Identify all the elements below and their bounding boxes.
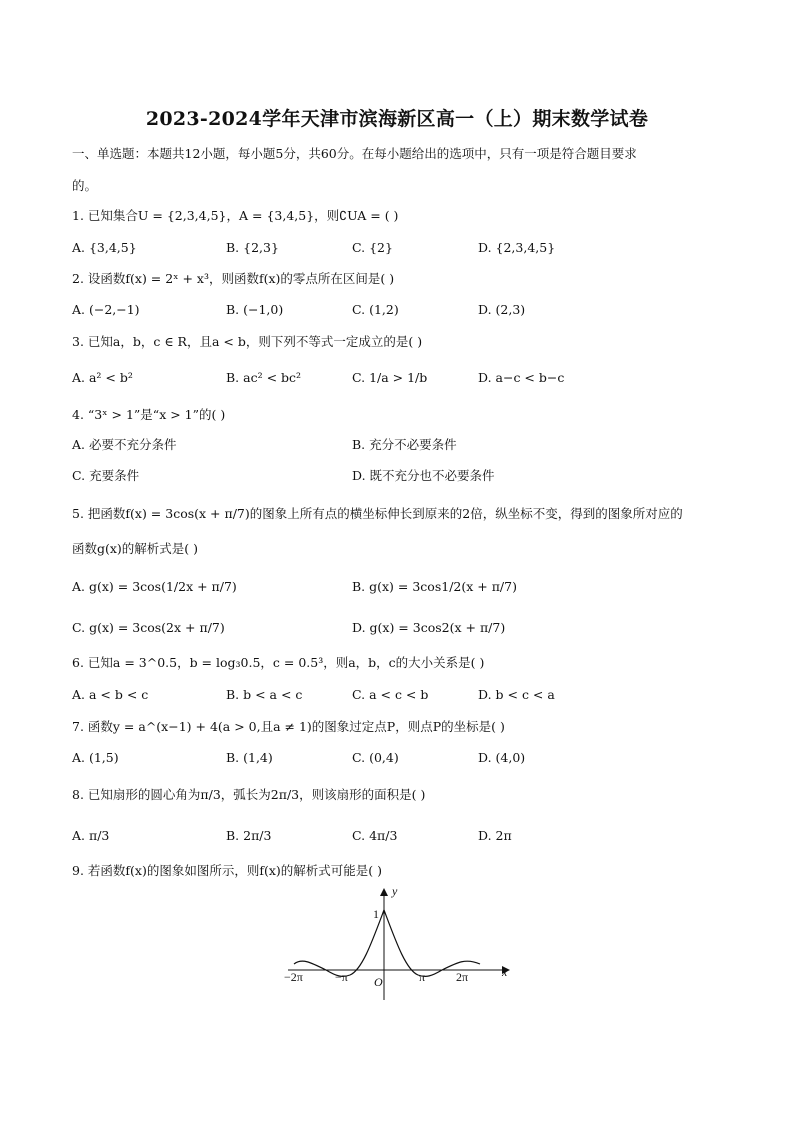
x-tick-neg-2pi: −2π: [284, 970, 303, 984]
question-1-stem: 1. 已知集合U = {2,3,4,5}，A = {3,4,5}，则∁UA = ( ): [72, 208, 399, 223]
x-axis-label: x: [502, 965, 508, 979]
q4-option-b: B. 充分不必要条件: [352, 437, 457, 452]
q5-option-d: D. g(x) = 3cos2(x + π/7): [352, 620, 506, 635]
question-5-stem-line1: 5. 把函数f(x) = 3cos(x + π/7)的图象上所有点的横坐标伸长到原来的2倍，纵坐标不变，得到的图象所对应的: [72, 506, 683, 521]
question-9-stem: 9. 若函数f(x)的图象如图所示，则f(x)的解析式可能是( ): [72, 863, 382, 878]
q5-option-b: B. g(x) = 3cos1/2(x + π/7): [352, 579, 517, 594]
q5-option-a: A. g(x) = 3cos(1/2x + π/7): [72, 579, 237, 594]
y-tick-1: 1: [373, 907, 379, 921]
q1-option-c: C. {2}: [352, 240, 393, 255]
function-graph-figure: [280, 882, 520, 1007]
q7-option-c: C. (0,4): [352, 750, 399, 765]
q3-option-a: A. a² < b²: [72, 370, 133, 385]
q4-option-c: C. 充要条件: [72, 468, 140, 483]
q8-option-c: C. 4π/3: [352, 828, 398, 843]
q1-option-d: D. {2,3,4,5}: [478, 240, 556, 255]
q7-option-b: B. (1,4): [226, 750, 273, 765]
q3-option-d: D. a−c < b−c: [478, 370, 565, 385]
q6-option-b: B. b < a < c: [226, 687, 303, 702]
section-heading-line2: 的。: [72, 178, 98, 193]
q4-option-a: A. 必要不充分条件: [72, 437, 177, 452]
q1-option-a: A. {3,4,5}: [72, 240, 137, 255]
q3-option-b: B. ac² < bc²: [226, 370, 302, 385]
q8-option-a: A. π/3: [72, 828, 110, 843]
x-tick-pi: π: [419, 970, 426, 984]
function-curve: [294, 910, 480, 976]
q6-option-d: D. b < c < a: [478, 687, 555, 702]
x-tick-2pi: 2π: [456, 970, 469, 984]
question-7-stem: 7. 函数y = a^(x−1) + 4(a > 0,且a ≠ 1)的图象过定点P，则点P的坐标是( ): [72, 719, 505, 734]
q2-option-a: A. (−2,−1): [72, 302, 140, 317]
x-tick-neg-pi: −π: [335, 970, 348, 984]
question-5-stem-line2: 函数g(x)的解析式是( ): [72, 541, 199, 556]
q2-option-b: B. (−1,0): [226, 302, 284, 317]
section-heading-line1: 一、单选题：本题共12小题，每小题5分，共60分。在每小题给出的选项中，只有一项是符合题目要求: [72, 146, 637, 161]
question-8-stem: 8. 已知扇形的圆心角为π/3，弧长为2π/3，则该扇形的面积是( ): [72, 787, 426, 802]
q1-option-b: B. {2,3}: [226, 240, 279, 255]
q4-option-d: D. 既不充分也不必要条件: [352, 468, 495, 483]
q7-option-a: A. (1,5): [72, 750, 119, 765]
q3-option-c: C. 1/a > 1/b: [352, 370, 428, 385]
page-title: 2023-2024学年天津市滨海新区高一（上）期末数学试卷: [145, 108, 649, 130]
question-2-stem: 2. 设函数f(x) = 2ˣ + x³，则函数f(x)的零点所在区间是( ): [72, 271, 395, 286]
q6-option-c: C. a < c < b: [352, 687, 429, 702]
q5-option-c: C. g(x) = 3cos(2x + π/7): [72, 620, 225, 635]
question-6-stem: 6. 已知a = 3^0.5，b = log₃0.5，c = 0.5³，则a，b，c的大小关系是( ): [72, 655, 485, 670]
q7-option-d: D. (4,0): [478, 750, 526, 765]
q2-option-d: D. (2,3): [478, 302, 526, 317]
origin-label: O: [374, 975, 383, 989]
q8-option-d: D. 2π: [478, 828, 512, 843]
q8-option-b: B. 2π/3: [226, 828, 272, 843]
question-4-stem: 4. “3ˣ > 1”是“x > 1”的( ): [72, 407, 226, 422]
y-axis-label: y: [392, 884, 398, 898]
q2-option-c: C. (1,2): [352, 302, 399, 317]
question-3-stem: 3. 已知a，b，c ∈ R，且a < b，则下列不等式一定成立的是( ): [72, 334, 423, 349]
y-axis-arrow: [380, 888, 388, 896]
q6-option-a: A. a < b < c: [72, 687, 149, 702]
